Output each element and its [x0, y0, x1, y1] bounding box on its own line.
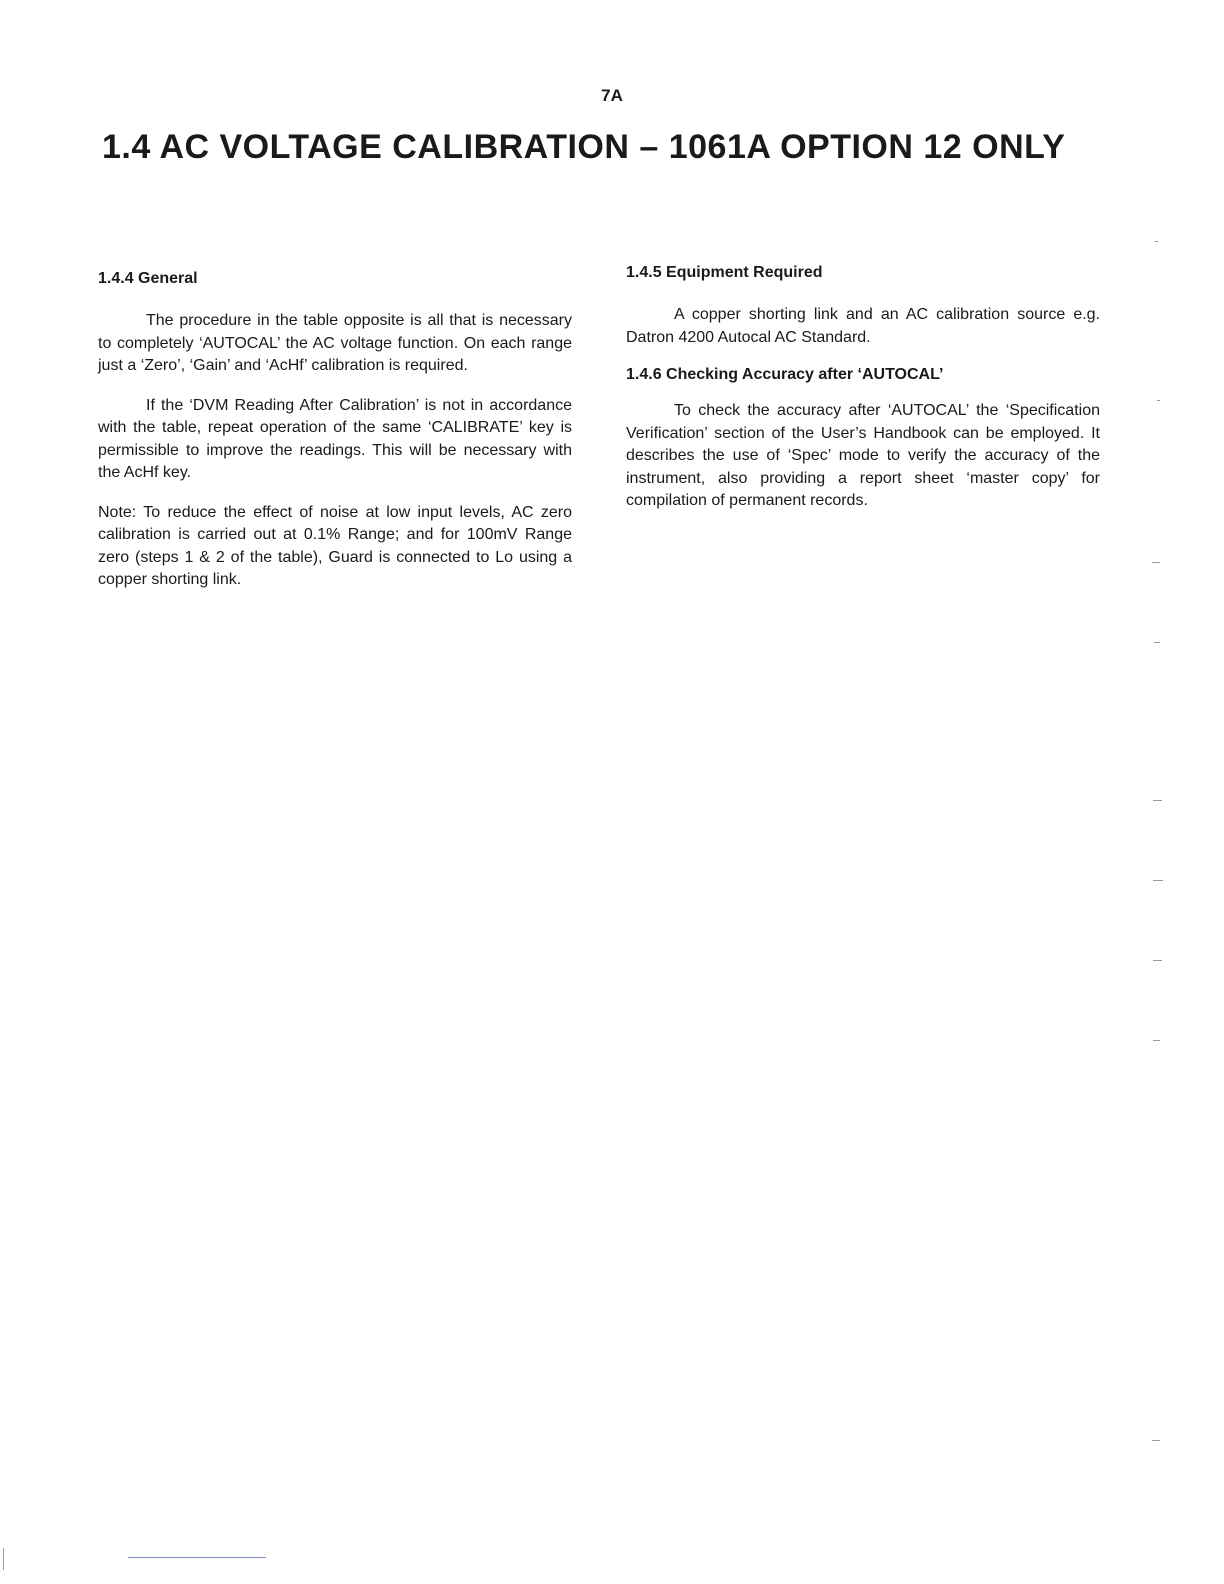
- left-column: [98, 270, 572, 609]
- edge-mark: [1153, 800, 1162, 801]
- page-title: 1.4 AC VOLTAGE CALIBRATION – 1061A OPTION 12 ONLY: [102, 128, 1066, 166]
- edge-mark: [1153, 1040, 1160, 1041]
- edge-mark: [1153, 880, 1163, 881]
- section-heading-accuracy: 1.4.6 Checking Accuracy after ‘AUTOCAL’: [626, 366, 944, 383]
- footer-rule: [128, 1557, 266, 1558]
- edge-mark: [1152, 1440, 1160, 1441]
- section-heading-equipment: 1.4.5 Equipment Required: [626, 264, 823, 281]
- edge-mark: [1153, 960, 1162, 961]
- general-paragraph-1: The procedure in the table opposite is all that is necessary to completely ‘AUTOCAL’ the AC voltage function. On each range just a ‘Zero’, ‘Gain’ and ‘AcHf’ calibration is required.: [98, 312, 572, 374]
- edge-mark: [1155, 241, 1158, 242]
- general-note: Note: To reduce the effect of noise at low input levels, AC zero calibration is carried out at 0.1% Range; and for 100mV Range zero (steps 1 & 2 of the table), Guard is connected to Lo using a copper shorting link.: [98, 503, 572, 588]
- accuracy-paragraph: To check the accuracy after ‘AUTOCAL’ the ‘Specification Verification’ section of the User’s Handbook can be employed. It describes the use of ‘Spec’ mode to verify the accuracy of the instrument, also providing a report sheet ‘master copy’ for compilation of permanent records.: [626, 402, 1100, 509]
- edge-mark: [1154, 642, 1160, 643]
- margin-mark: [3, 1548, 4, 1570]
- edge-mark: [1157, 400, 1160, 401]
- edge-mark: [1152, 562, 1160, 563]
- page-number: 7A: [601, 86, 623, 105]
- equipment-paragraph: A copper shorting link and an AC calibration source e.g. Datron 4200 Autocal AC Standard.: [626, 306, 1100, 346]
- section-heading-general: 1.4.4 General: [98, 270, 198, 287]
- right-column: [626, 264, 1100, 530]
- general-paragraph-2: If the ‘DVM Reading After Calibration’ is not in accordance with the table, repeat operation of the same ‘CALIBRATE’ key is permissible to improve the readings. This will be necessary with the AcHf key.: [98, 396, 572, 481]
